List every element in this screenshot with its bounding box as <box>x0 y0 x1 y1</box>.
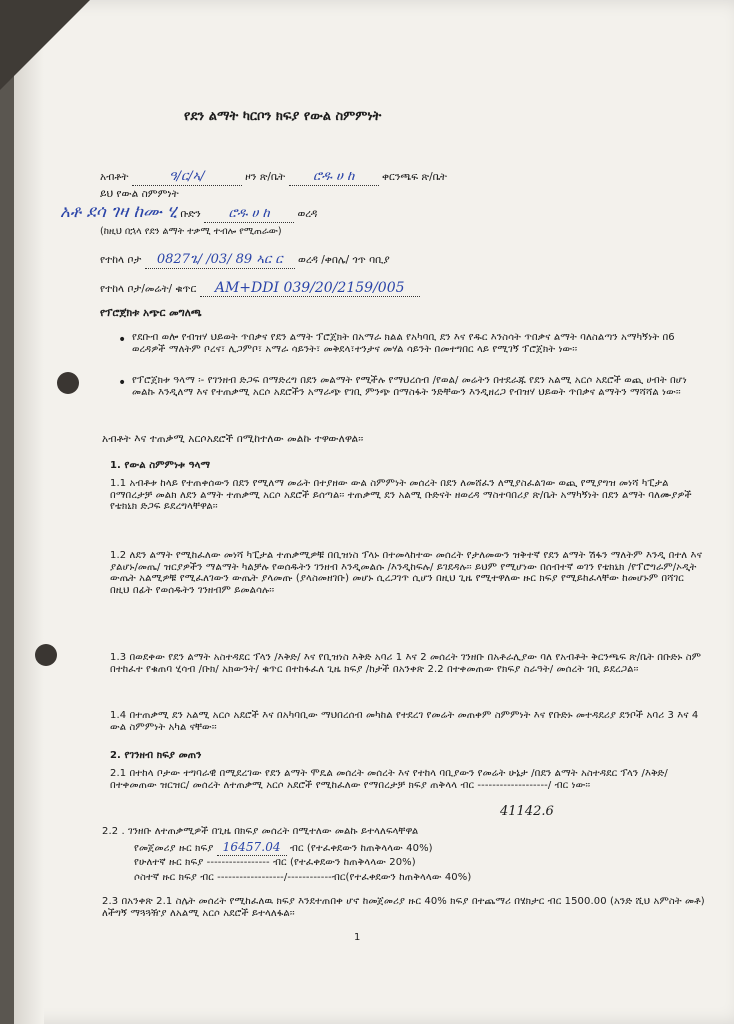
name-value: አቶ ደሳ ገዛ ከሙ ሂ <box>60 202 178 222</box>
clause-1-2: 1.2 ለደን ልማት የሚከፈለው መነሻ ካፒታል ተጠቃሚዎቹ በቢዝነስ ፕላኑ በተመላከተው መሰረት የታለመውን ዝቅተኛ የደን ልማት ሽፋን ማለትም እንዲ በተለ እና ያልሆኑ/መጤ/ ዝርያዎችን ማልማት ካልቻሉ የወሰዱትን ገንዘብ እንዲመልሱ /እንዲከፍሉ/ ይገደዳሉ፡፡ ይህም የሚሆነው በሰብተኛ ወገን የቴክኒክ /የፕሮግራም/ኦዲት ውጤት አልሚዎቹ የሚፈለገውን ውጤት ያላመጡ (ያላስመዘገቡ) መሆኑ ሲረጋገጥ ሲሆን በዚህ ጊዜ የሚተዋለው ዙር ክፍያ የሚይከፈላቸው ከመሆኑም በሻገር በዚህ በፊት የወሰዱትን ገንዘብም ይመልሳሉ፡፡ <box>110 550 702 596</box>
clause-1-3: 1.3 በወደቀው የደን ልማት አስተዳደር ፕላን /እቅድ/ እና የቢዝነስ እቅድ አባሪ 1 እና 2 መሰረት ገንዘቡ በአቶራሊያው ባለ የአብቶት ቅርንጫፍ ጽ/ቤት በቡድኑ ስም በተከፈተ የቁጠባ ሂሳብ /ቡክ/ አክውንት/ ቁጥር በተከፋፈለ ጊዜ ክፍያ /ከታች በአንቀጽ 2.2 በተቀመጠው የክፍያ ስራዓት/ መሰረት ገቢ ይደረጋል፡፡ <box>110 652 702 675</box>
beden-label: ቡድን <box>180 208 201 220</box>
bullet-item-1: • የደቡብ ወሎ የብዝሃ ህይወት ጥበቃና የደን ልማት ፕሮጀክት በአማራ ክልል የአካባቢ ደን እና የዱር እንስሳት ጥበቃና ልማት ባለስልጣን አማካኝነት በ6 ወረዳዎች ማለትም ቦረና፣ ሊጋምቦ፣ አማራ ሳይንት፣ መቅደላ፣ተንታና መሃል ሳይንት በመተግበር ላይ የሚገኝ ፕሮጀክት ነው፡፡ <box>132 332 702 355</box>
field-row-abakat <box>100 170 447 186</box>
round-1-value: 16457.04 <box>217 841 287 856</box>
section-1-heading: 1. የውል ስምምነቱ ዓላማ <box>110 460 211 471</box>
bullet-item-2: • የፕሮጀክቱ ዓላማ ፡- የገንዘብ ድጋፍ በማድረግ በደን መልማት የሚችሉ የማህረሰብ /የወል/ መሬትን በተደራጁ የደን አልሚ አርሶ አደሮች ወጪ ሀብት በሆነ መልኩ እንዲለማ እና የተጠቃሚ አርሶ አደሮችን አማራጭ የገቢ ምንጭ በማስፋት ንድቸውን እንዲዘረጋ የብዝሃ ህይወት ጥበቃና ልማትን ማሻሻል ነው፡፡ <box>132 375 702 398</box>
clause-2-3: 2.3 በአንቀጽ 2.1 ስሌት መሰረት የሚከፈለዉ ክፍያ እንደተጠበቀ ሆኖ ከመጀመሪያ ዙር 40% ክፍያ በተጨማሪ በሄክታር ብር 1500.00 (አንድ ሺህ አምስት መቶ) ለችግኝ ማጓጓዥያ ለአልሚ አርሶ አደሮች ይተላለፋል፡፡ <box>102 896 705 919</box>
clause-2-2-round-1 <box>134 841 694 856</box>
clause-2-2-heading: 2.2 . ገንዘቡ ለተጠቃሚዎች በጊዜ በክፍያ መሰረት በሚተለው መልኩ ይተላለፍላቸዋል <box>102 826 419 837</box>
punch-hole <box>35 644 57 666</box>
punch-hole <box>57 372 79 394</box>
wereda-label: ወረዳ <box>297 208 318 220</box>
page-edge-shadow <box>14 0 44 1024</box>
beden-value: ሮዱ ሀ ከ <box>204 207 294 223</box>
section-2-heading: 2. የገንዘብ ክፍያ መጠን <box>110 750 202 761</box>
clause-1-1: 1.1 አብቶቱ ከላይ የተጠቀሰውን በደን የሚለማ መሬት በተያዘው ውል ስምምነት መሰረት በደን ለመሸፈን ለሚያስፈልገው ወጪ የሚያግዝ መነሻ ካፒታል በማበረታቻ መልክ ለደን ልማት ተጠቃሚ አርሶ አደሮች ይሰጣል፡፡ ተጠቃሚ ደን አልሚ ቡድናት ዘወረዳ ማስተባበሪያ ጽ/ቤት አማካኝነት በደን ልማት ባለሙያዎች የቴክኒክ ድጋፍ ይደረግላቸዋል፡፡ <box>110 478 692 512</box>
clause-2-2-round-3: ሶስተኛ ዙር ክፍያ ብር ------------------/------------ብር(የተፈቀደውን ከጠቅላላው 40%) <box>134 872 472 883</box>
intro-text: አብቶት እና ተጠቃሚ አርሶአደሮች በሚከተለው መልኩ ተዋውለዋል፡፡ <box>102 433 364 445</box>
project-label: የፕሮጀክቱ አጭር መግለጫ <box>100 307 202 319</box>
yetekela-code-value: AM+DDI 039/20/2159/005 <box>200 280 420 297</box>
trgua-label: ቀርንጫፍ ጽ/ቤት <box>381 171 447 183</box>
clause-2-1-amount: 41142.6 <box>500 804 554 819</box>
document-title: የደን ልማት ካርቦን ክፍያ የውል ስምምነት <box>184 109 382 124</box>
yetekela-value: 0827ጌ/ /03/ 89 ኣር ር <box>145 253 295 269</box>
round-1-label: የመጀመሪያ ዙር ክፍያ <box>134 843 214 854</box>
yetekela-code-label: የተከላ ቦታ/መሬት/ ቁጥር <box>100 283 197 295</box>
field-row-name <box>60 203 317 223</box>
round-1-tail: ብር (የተፈቀደውን ከጠቅላላው 40%) <box>289 843 433 854</box>
yetekela-mid: ወረዳ /ቀበሌ/ ጎጥ ባቢያ <box>298 254 390 266</box>
document-page <box>14 0 734 1024</box>
abakat-value: ዓ/ር/ኣ/ <box>132 170 242 186</box>
yew-label: ይህ የውል ስምምነት <box>100 188 179 200</box>
clause-2-2-round-2: የሁለተኛ ዙር ክፍያ ----------------- ብር (የተፈቀደውን ከጠቅላላው 20%) <box>134 857 416 868</box>
hager-value: ሮዱ ሀ ከ <box>289 170 379 186</box>
clause-2-1: 2.1 በተከላ ቦታው ተግባራዊ በሚደረገው የደን ልማት ሞዴል መሰረት መሰረት እና የተከላ ባቢያውን የመሬት ሁኔታ /በደን ልማት አስተዳደር ፕላን /እቅድ/ በተቀመጠው ዝርዝር/ መሰረት ለተጠቃሚ አርሶ አደሮች የሚከፈለው የማበረታቻ ክፍያ ጠቅላላ ብር -------------------/ ብር ነው፡፡ <box>110 768 668 791</box>
hager-label: ዞን ጽ/ቤት <box>245 171 286 183</box>
abakat-label: አብቶት <box>100 171 129 183</box>
yetekela-label: የተከላ ቦታ <box>100 254 142 266</box>
field-row-yetekela <box>100 253 390 269</box>
clause-1-4: 1.4 በተጠቃሚ ደን አልሚ አርሶ አደሮች እና በአካባቢው ማህበረሰብ መካከል የተደረገ የመሬት መጠቀም ስምምነት እና የቡድኑ መተዳደሪያ ደንቦች አባሪ 3 እና 4 ውል ስምምነት አካል ናቸው፡፡ <box>110 710 699 733</box>
page-number: 1 <box>354 932 361 943</box>
paren-note: (ከዚህ በኋላ የደን ልማት ተቃሚ ተብሎ የሚጠራው) <box>100 226 282 237</box>
folded-corner <box>0 0 90 90</box>
field-row-code <box>100 280 420 297</box>
